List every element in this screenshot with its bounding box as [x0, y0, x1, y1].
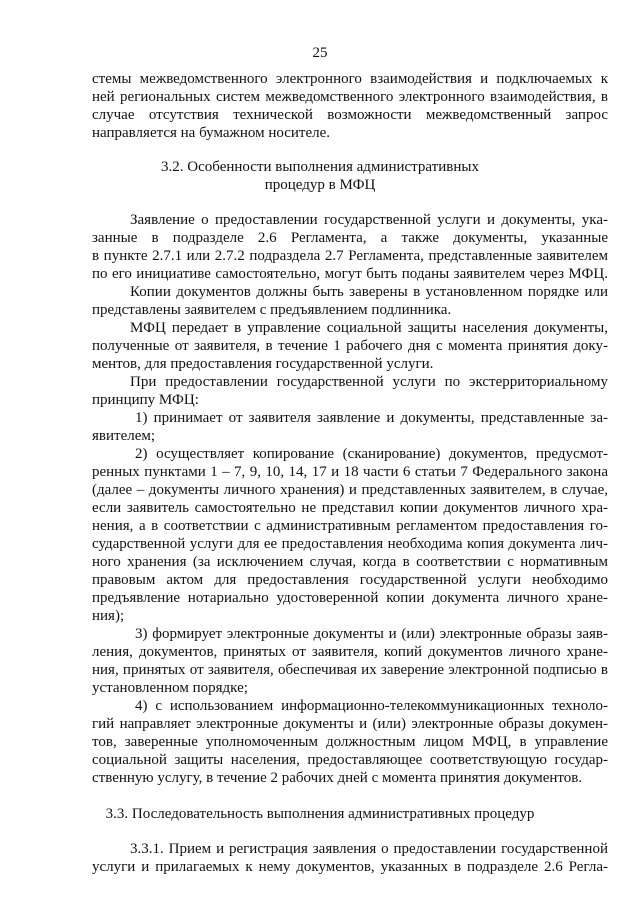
list-item-line: тов, заверенные уполномоченным должностным лицом МФЦ, в управление — [92, 734, 608, 750]
text-line: ментов, для предоставления государственной услуги. — [92, 356, 434, 372]
text-line: занные в подразделе 2.6 Регламента, а также документы, указанные — [92, 230, 608, 246]
text-line: ней региональных систем межведомственного электронного взаимодействия, в — [92, 89, 608, 105]
text-line: Копии документов должны быть заверены в установленном порядке или — [130, 284, 608, 300]
list-item-line: нения, а в соответствии с административным регламентом предоставления го- — [92, 518, 608, 534]
text-line: по его инициативе самостоятельно, могут быть поданы заявителем через МФЦ. — [92, 266, 608, 282]
list-item-line: предъявление нотариально удостоверенной копии документа личного хране- — [92, 590, 608, 606]
list-item-line: сударственной услуги для ее предоставления необходима копия документа лич- — [92, 536, 608, 552]
list-item-line: 1) принимает от заявителя заявление и документы, представленные за- — [135, 410, 608, 426]
page-number: 25 — [312, 45, 328, 61]
section-heading: процедур в МФЦ — [264, 177, 376, 193]
section-heading: 3.2. Особенности выполнения административных — [161, 159, 479, 175]
text-line: принципу МФЦ: — [92, 392, 199, 408]
text-line: Заявление о предоставлении государственной услуги и документы, ука- — [130, 212, 608, 228]
text-line: представлены заявителем с предъявлением подлинника. — [92, 302, 452, 318]
section-heading: 3.3. Последовательность выполнения административных процедур — [105, 806, 535, 822]
list-item-line: ния); — [92, 608, 125, 624]
list-item-line: явителем; — [92, 428, 156, 444]
list-item-line: правовым актом для предоставления государственной услуги необходимо — [92, 572, 608, 588]
text-line: стемы межведомственного электронного взаимодействия и подключаемых к — [92, 71, 608, 87]
text-line: При предоставлении государственной услуги по экстерриториальному — [130, 374, 608, 390]
list-item-line: ственную услугу, в течение 2 рабочих дней с момента принятия документов. — [92, 770, 583, 786]
text-line: случае отсутствия технической возможности межведомственный запрос — [92, 107, 608, 123]
list-item-line: гий направляет электронные документы и (или) электронные образы докумен- — [92, 716, 608, 732]
text-line: МФЦ передает в управление социальной защиты населения документы, — [130, 320, 608, 336]
text-line: в пункте 2.7.1 или 2.7.2 подраздела 2.7 Регламента, представленные заявителем — [92, 248, 608, 264]
list-item-line: 4) с использованием информационно-телекоммуникационных техноло- — [135, 698, 608, 714]
text-line: направляется на бумажном носителе. — [92, 125, 331, 141]
list-item-line: 3) формирует электронные документы и (или) электронные образы заяв- — [135, 626, 608, 642]
text-line: 3.3.1. Прием и регистрация заявления о предоставлении государственной — [130, 841, 608, 857]
list-item-line: социальной защиты населения, предоставляющее соответствующую государ- — [92, 752, 608, 768]
list-item-line: 2) осуществляет копирование (сканирование) документов, предусмот- — [135, 446, 608, 462]
text-line: полученные от заявителя, в течение 1 рабочего дня с момента принятия доку- — [92, 338, 608, 354]
list-item-line: ренных пунктами 1 – 7, 9, 10, 14, 17 и 18 части 6 статьи 7 Федерального закона — [92, 464, 608, 480]
text-line: услуги и прилагаемых к нему документов, указанных в подразделе 2.6 Регла- — [92, 859, 608, 875]
list-item-line: ния, принятых от заявителя, обеспечивая их заверение электронной подписью в — [92, 662, 608, 678]
list-item-line: ления, документов, принятых от заявителя, копий документов личного хране- — [92, 644, 608, 660]
list-item-line: установленном порядке; — [92, 680, 248, 696]
list-item-line: если заявитель самостоятельно не представил копии документов личного хра- — [92, 500, 608, 516]
list-item-line: (далее – документы личного хранения) и представленных заявителем, в случае, — [92, 482, 608, 498]
list-item-line: ного хранения (за исключением случая, когда в соответствии с нормативным — [92, 554, 608, 570]
